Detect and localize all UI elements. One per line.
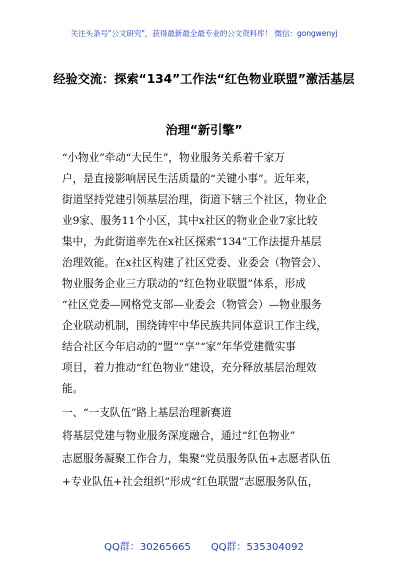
- body-line: 将基层党建与物业服务深度融合，通过“红色物业”: [62, 430, 296, 442]
- footer-qq-groups: [0, 538, 408, 553]
- body-line: 集中，为此街道率先在x社区探索“134”工作法提升基层: [62, 236, 322, 248]
- body-line: 企业联动机制，围绕铸牢中华民族共同体意识工作主线，: [62, 320, 327, 332]
- document-title-line-1: 经验交流：探索“134”工作法“红色物业联盟”激活基层: [53, 72, 355, 86]
- section-heading: 一、“一支队伍”路上基层治理新赛道: [62, 407, 232, 419]
- body-line: “社区党委—网格党支部—业委会（物管会）—物业服务: [62, 299, 322, 311]
- body-line: 能。: [62, 383, 84, 395]
- body-line: 结合社区今年启动的“盟”“享”“家”年华党建微实事: [62, 341, 296, 353]
- body-line: 街道坚持党建引领基层治理，街道下辖三个社区，物业企: [62, 194, 327, 206]
- document-title-line-2: 治理“新引擎”: [165, 123, 243, 137]
- footer-qq-group-2: QQ群：535304092: [210, 542, 304, 553]
- body-line: +专业队伍+社会组织”形成“红色联盟”志愿服务队伍，: [62, 476, 319, 488]
- header-banner: 关注头条号"公文研究"，获得最新最全最专业的公文资料库！ 微信：gongwenyj: [70, 29, 338, 38]
- body-line: 户，是直接影响居民生活质量的“关键小事”。近年来，: [62, 173, 317, 185]
- body-line: 业9家、服务11个小区，其中x社区的物业企业7家比较: [62, 215, 318, 227]
- body-line: 治理效能。在x社区构建了社区党委、业委会（物管会）、: [62, 257, 328, 269]
- body-line: 项目，着力推动“红色物业”建设，充分释放基层治理效: [62, 362, 317, 374]
- body-line: “小物业”牵动“大民生”，物业服务关系着千家万: [62, 152, 285, 164]
- body-line: 志愿服务凝聚工作合力，集聚“党员服务队伍+志愿者队伍: [62, 453, 331, 465]
- body-line: 物业服务企业三方联动的“红色物业联盟”体系，形成: [62, 278, 306, 290]
- footer-qq-group-1: QQ群：30265665: [104, 542, 191, 553]
